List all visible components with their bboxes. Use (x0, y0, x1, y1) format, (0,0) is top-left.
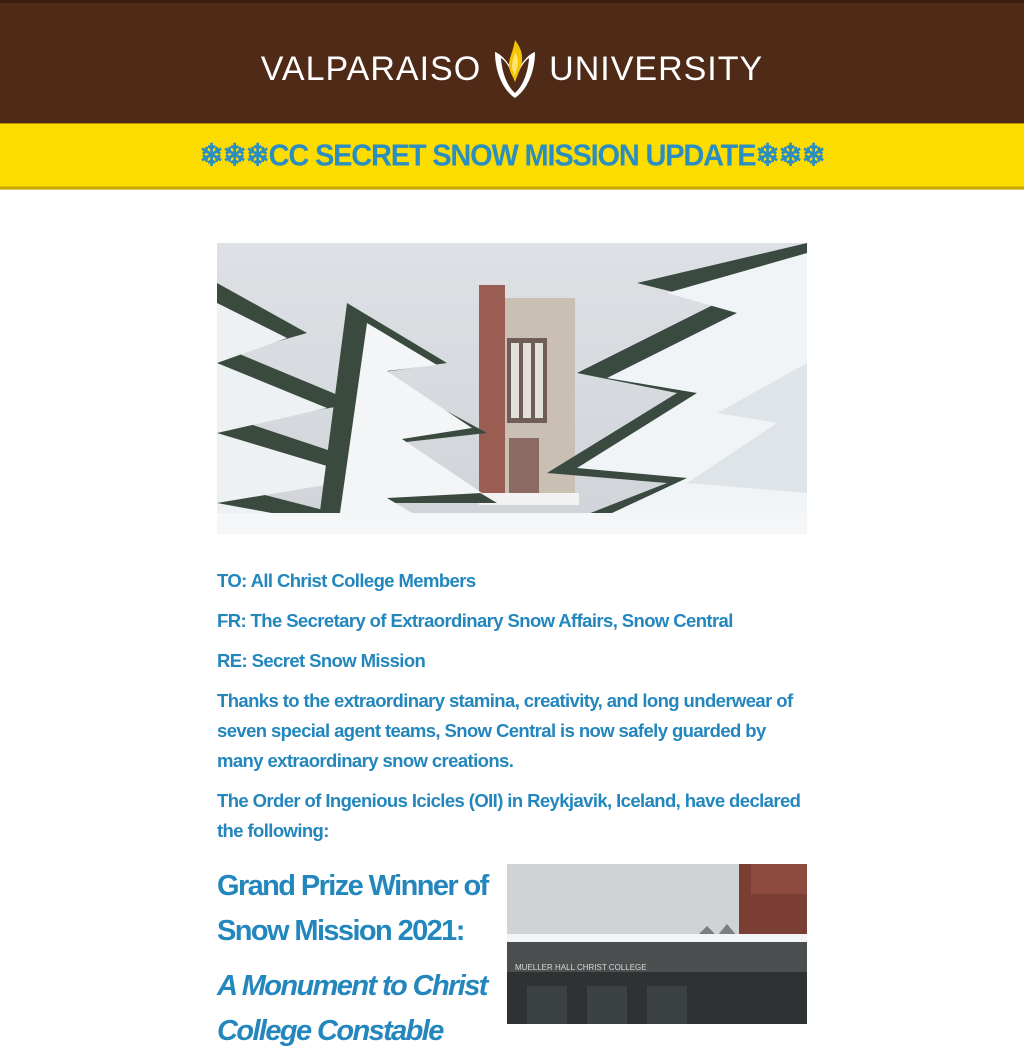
header-bar (0, 0, 1024, 125)
grand-prize-section (217, 864, 497, 1054)
grand-prize-subheading: A Monument to Christ College Constable (217, 970, 487, 1047)
snowy-campus-photo (217, 243, 807, 534)
mueller-hall-photo (507, 864, 807, 1024)
memo-re: RE: Secret Snow Mission (217, 650, 426, 671)
memo-from: FR: The Secretary of Extraordinary Snow Affairs, Snow Central (217, 610, 733, 631)
logo-wordmark-left: VALPARAISO (260, 49, 482, 88)
memo-to: TO: All Christ College Members (217, 570, 476, 591)
building-sign-text: MUELLER HALL CHRIST COLLEGE (515, 963, 647, 972)
memo-content (217, 566, 807, 856)
torch-shield-icon (491, 38, 539, 100)
logo-wordmark-right: UNIVERSITY (549, 49, 764, 88)
mission-update-banner: ❄❄❄CC SECRET SNOW MISSION UPDATE❄❄❄ (0, 123, 1024, 189)
memo-paragraph-2: The Order of Ingenious Icicles (OII) in Reykjavik, Iceland, have declared the following: (217, 790, 801, 841)
university-logo[interactable] (0, 37, 1024, 101)
memo-paragraph-1: Thanks to the extraordinary stamina, creativity, and long underwear of seven special agent teams, Snow Central is now safely guarded by many extraordinary snow creations. (217, 690, 793, 771)
grand-prize-heading: Grand Prize Winner of Snow Mission 2021: (217, 870, 488, 947)
